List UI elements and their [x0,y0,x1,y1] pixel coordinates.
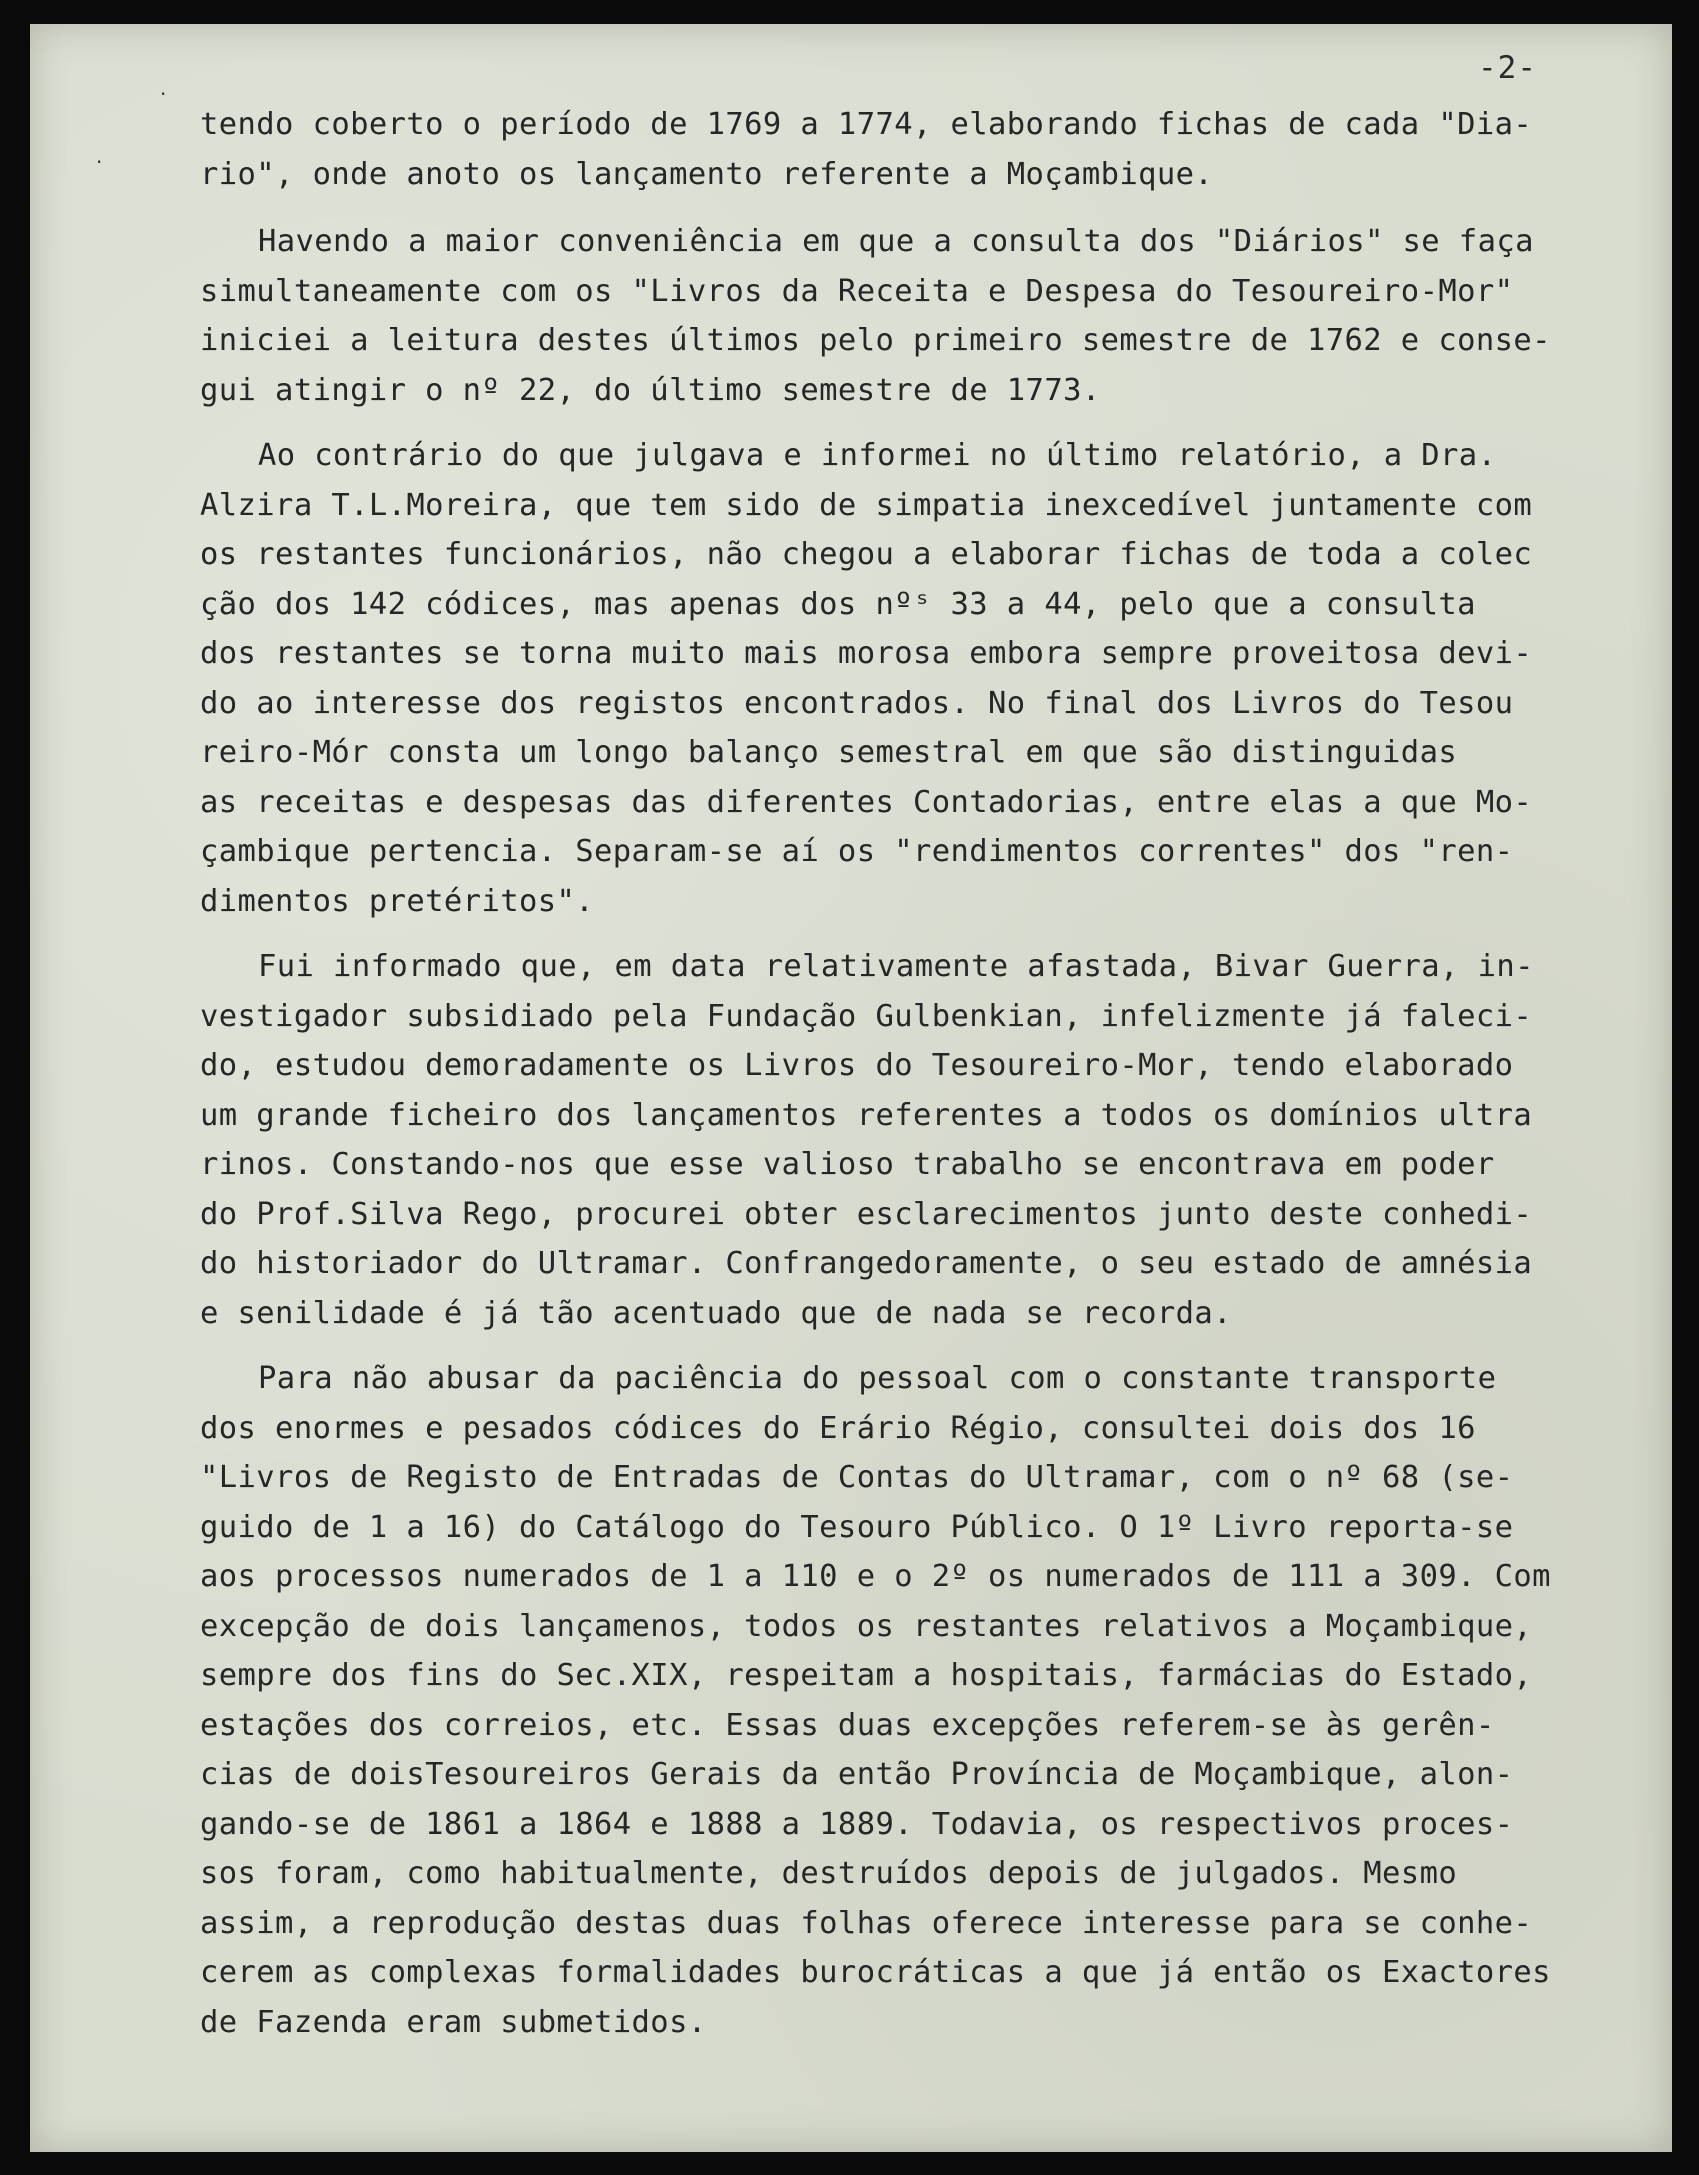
text-line: rio", onde anoto os lançamento referente a Moçambique. [200,156,1214,192]
paragraph [200,431,1655,926]
text-line: aos processos numerados de 1 a 110 e o 2º os numerados de 111 a 309. Com [200,1559,1551,1594]
paragraph [200,1354,1655,2047]
text-line: gando-se de 1861 a 1864 e 1888 a 1889. Todavia, os respectivos proces- [200,1806,1514,1842]
text-line: rinos. Constando-nos que esse valioso trabalho se encontrava em poder [200,1147,1495,1182]
text-line: sempre dos fins do Sec.XIX, respeitam a hospitais, farmácias do Estado, [200,1658,1533,1693]
text-line: "Livros de Registo de Entradas de Contas do Ultramar, com o nº 68 (se- [200,1460,1514,1495]
text-line: excepção de dois lançamenos, todos os restantes relativos a Moçambique, [200,1608,1533,1644]
document-body [200,100,1655,2063]
text-line: iniciei a leitura destes últimos pelo primeiro semestre de 1762 e conse- [200,323,1551,358]
text-line: Ao contrário do que julgava e informei no último relatório, a Dra. [258,438,1497,473]
text-line: do historiador do Ultramar. Confrangedoramente, o seu estado de amnésia [200,1246,1533,1281]
text-line: ção dos 142 códices, mas apenas dos nºˢ 33 a 44, pelo que a consulta [200,586,1476,622]
text-line: simultaneamente com os "Livros da Receita e Despesa do Tesoureiro-Mor" [200,273,1514,309]
text-line: tendo coberto o período de 1769 a 1774, elaborando fichas de cada "Dia- [200,107,1533,142]
text-line: de Fazenda eram submetidos. [200,2004,707,2040]
text-line: do ao interesse dos registos encontrados. No final dos Livros do Tesou [200,685,1514,721]
text-line: Para não abusar da paciência do pessoal com o constante transporte [258,1361,1497,1396]
paragraph [200,217,1655,415]
text-line: estações dos correios, etc. Essas duas excepções referem-se às gerên- [200,1707,1495,1743]
text-line: dos restantes se torna muito mais morosa embora sempre proveitosa devi- [200,636,1533,671]
text-line: os restantes funcionários, não chegou a elaborar fichas de toda a colec [200,537,1533,572]
text-line: assim, a reprodução destas duas folhas oferece interesse para se conhe- [200,1905,1533,1941]
text-line: guido de 1 a 16) do Catálogo do Tesouro Público. O 1º Livro reporta-se [200,1509,1514,1545]
paragraph [200,942,1655,1338]
ink-speck: · [96,150,103,174]
paragraph [200,100,1655,199]
text-line: sos foram, como habitualmente, destruídos depois de julgados. Mesmo [200,1856,1458,1891]
text-line: Fui informado que, em data relativamente afastada, Bivar Guerra, in- [258,949,1534,984]
text-line: as receitas e despesas das diferentes Contadorias, entre elas a que Mo- [200,784,1533,820]
ink-speck: · [160,82,167,106]
text-line: do, estudou demoradamente os Livros do Tesoureiro-Mor, tendo elaborado [200,1048,1514,1083]
text-line: do Prof.Silva Rego, procurei obter esclarecimentos junto deste conhedi- [200,1196,1533,1232]
text-line: e senilidade é já tão acentuado que de nada se recorda. [200,1295,1232,1331]
text-line: Alzira T.L.Moreira, que tem sido de simpatia inexcedível juntamente com [200,487,1533,523]
text-line: cias de doisTesoureiros Gerais da então Província de Moçambique, alon- [200,1757,1514,1792]
text-line: Havendo a maior conveniência em que a consulta dos "Diários" se faça [258,224,1534,259]
page-number: -2- [1478,50,1537,86]
text-line: dimentos pretéritos". [200,883,595,919]
text-line: vestigador subsidiado pela Fundação Gulbenkian, infelizmente já faleci- [200,998,1533,1034]
text-line: um grande ficheiro dos lançamentos referentes a todos os domínios ultra [200,1097,1533,1133]
text-line: reiro-Mór consta um longo balanço semestral em que são distinguidas [200,735,1458,770]
text-line: dos enormes e pesados códices do Erário Régio, consultei dois dos 16 [200,1410,1476,1446]
text-line: cerem as complexas formalidades burocráticas a que já então os Exactores [200,1955,1551,1990]
text-line: gui atingir o nº 22, do último semestre de 1773. [200,372,1101,408]
text-line: çambique pertencia. Separam-se aí os "rendimentos correntes" dos "ren- [200,834,1514,869]
